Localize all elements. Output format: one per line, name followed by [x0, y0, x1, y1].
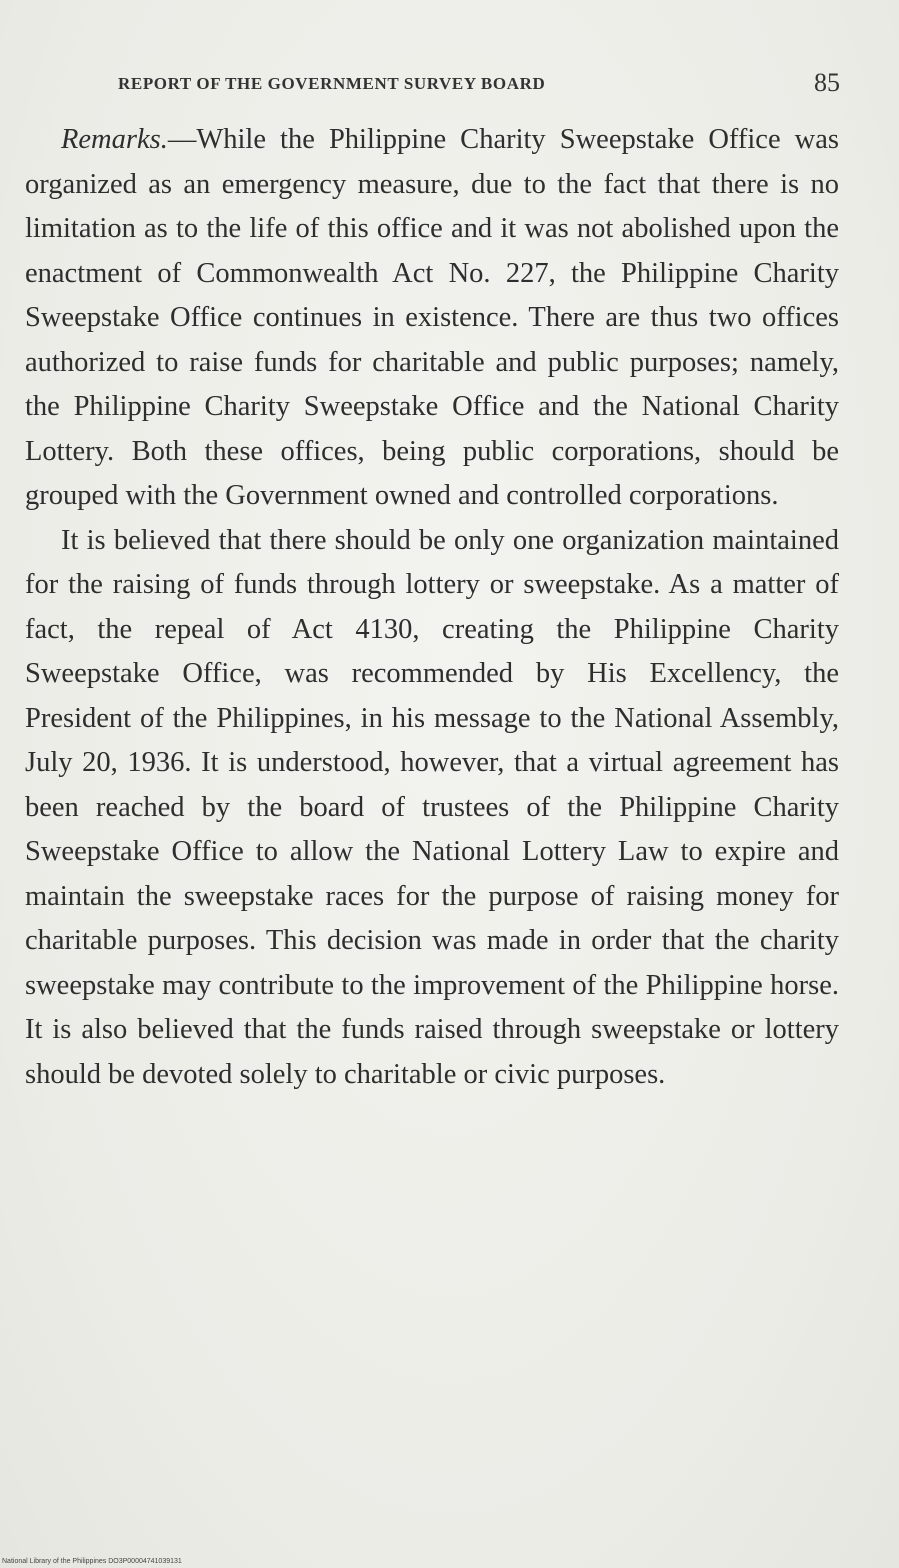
body-text — [25, 118, 839, 1097]
page-header-title: REPORT OF THE GOVERNMENT SURVEY BOARD — [118, 74, 546, 93]
organization-text: It is believed that there should be only one organization maintained for the raising of funds through lottery or sweepstake. As a matter of fact, the repeal of Act 4130, creating the Philippine Charity Sweepstake Office, was recommended by His Excellency, the President of the Philippines, in his message to the National Assembly, July 20, 1936. It is understood, however, that a virtual agreement has been reached by the board of trustees of the Philippine Charity Sweepstake Office to allow the National Lottery Law to expire and maintain the sweepstake races for the purpose of raising money for charitable purposes. This decision was made in order that the charity sweepstake may contribute to the improvement of the Philippine horse. It is also believed that the funds raised through sweepstake or lottery should be devoted solely to charitable or civic purposes. — [25, 524, 839, 1090]
scan-footer: National Library of the Philippines DO3P00004741039131 — [2, 1558, 182, 1565]
running-head — [118, 66, 840, 96]
page-number: 85 — [814, 68, 840, 97]
remarks-text: —While the Philippine Charity Sweepstake Office was organized as an emergency measure, due to the fact that there is no limitation as to the life of this office and it was not abolished upon the enactment of Commonwealth Act No. 227, the Philippine Charity Sweepstake Office continues in existence. There are thus two offices authorized to raise funds for charitable and public purposes; namely, the Philippine Charity Sweepstake Office and the National Charity Lottery. Both these offices, being public corporations, should be grouped with the Government owned and controlled corporations. — [25, 124, 839, 511]
paragraph-organization — [25, 519, 839, 1098]
paragraph-remarks — [25, 118, 839, 519]
remarks-lead-in: Remarks. — [61, 124, 168, 155]
